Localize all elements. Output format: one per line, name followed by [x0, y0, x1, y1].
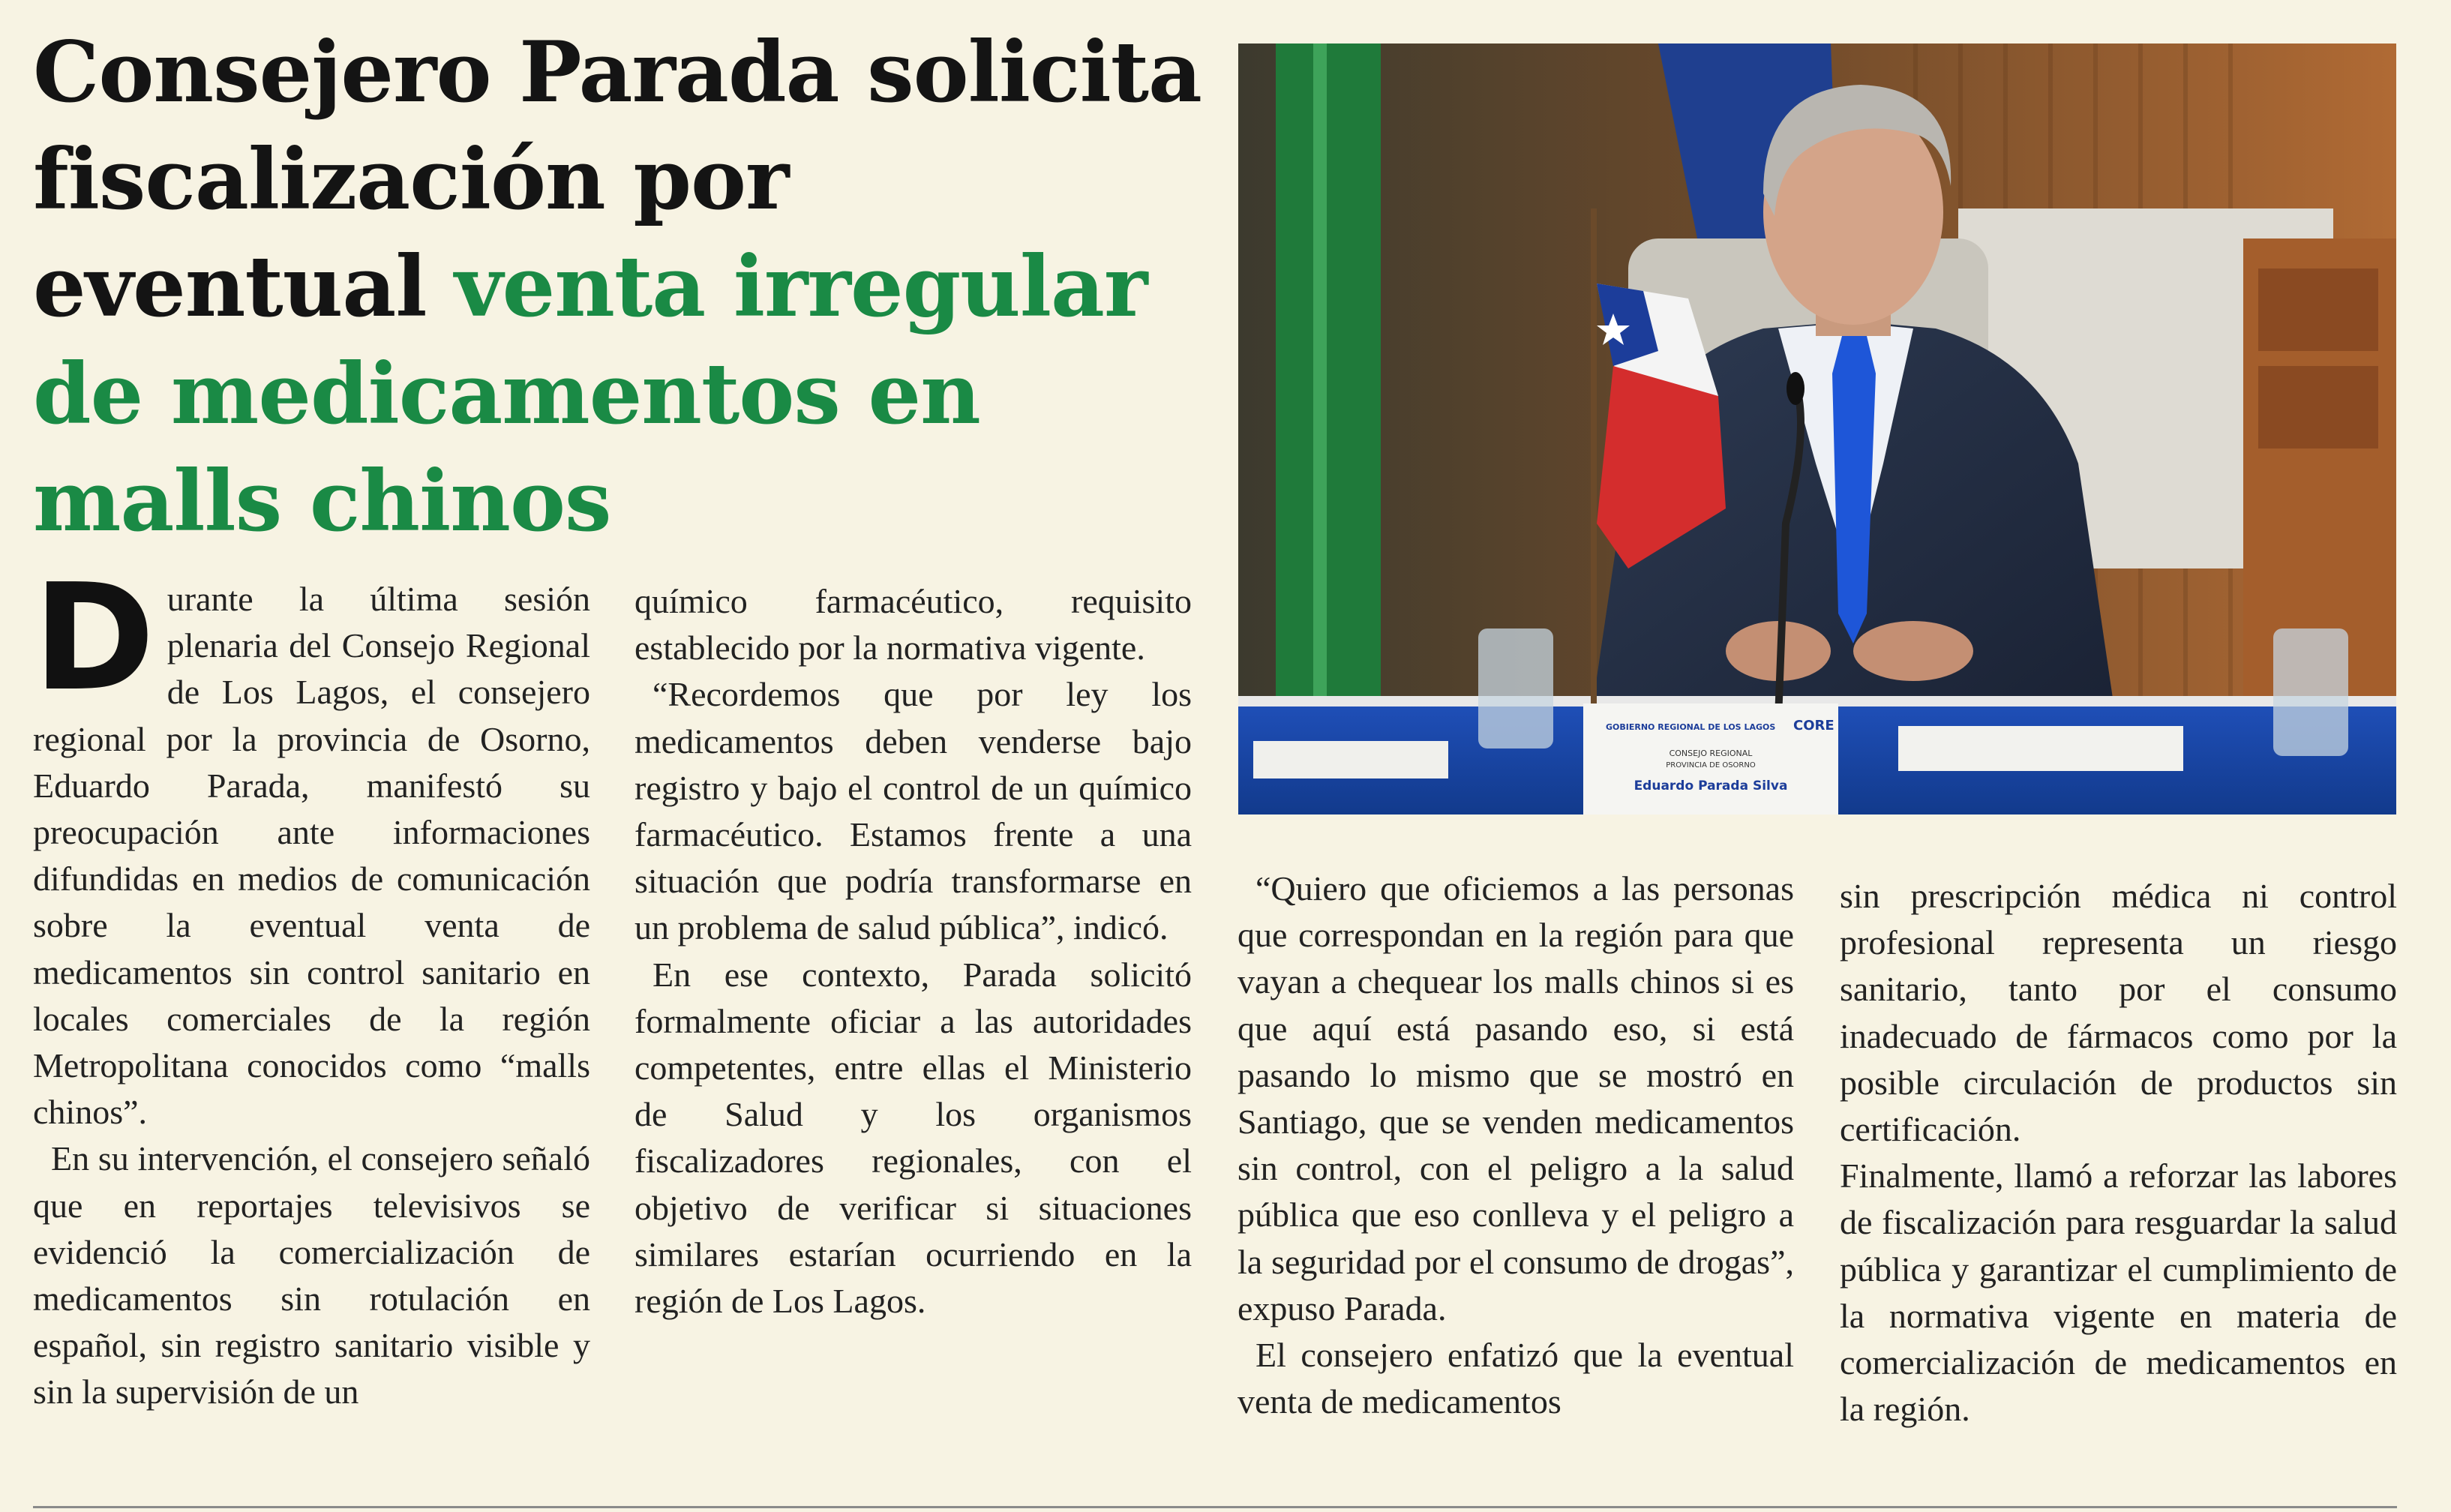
nameplate-brand: CORE	[1793, 718, 1834, 734]
article-headline	[33, 20, 1203, 556]
bottom-rule	[33, 1506, 2397, 1508]
nameplate-name: Eduardo Parada Silva	[1634, 778, 1788, 794]
paragraph-risk: sin prescripción médica ni control profesional representa un riesgo sanitario, tanto por el consumo inadecuado de fármacos como por la posible circulación de productos sin certificación.	[1840, 877, 2397, 1149]
headline-black-part: Consejero Parada solicita fiscalización por eventual	[33, 24, 1202, 336]
article-column-4	[1840, 873, 2397, 1432]
paragraph-intro	[33, 553, 590, 1136]
article-column-3	[1238, 866, 1794, 1425]
nameplate-line1: CONSEJO REGIONAL	[1669, 748, 1753, 758]
paragraph-context: En ese contexto, Parada solicitó formalmente oficiar a las autoridades competentes, entre ellas el Ministerio de Salud y los organismos fiscalizadores regionales, con el objetivo de verificar si situaciones similares estarían ocurriendo en la región de Los Lagos.	[634, 955, 1192, 1321]
paragraph-intro-text: urante la última sesión plenaria del Consejo Regional de Los Lagos, el consejero regional por la provincia de Osorno, Eduardo Parada, manifestó su preocupación ante informaciones difundidas en medios de comunicación sobre la eventual venta de medicamentos sin control sanitario en locales comerciales de la región Metropolitana conocidos como “malls chinos”.	[33, 580, 590, 1132]
headline-green-part: venta irregular de medicamentos en malls chinos	[33, 238, 1148, 550]
drop-cap: D	[33, 553, 155, 724]
flag-pole	[1591, 208, 1597, 734]
photo-illustration	[1238, 44, 2396, 814]
paragraph-emphasis: El consejero enfatizó que la eventual venta de medicamentos	[1238, 1336, 1794, 1421]
article-column-1	[33, 553, 590, 1416]
paragraph-quote-law: “Recordemos que por ley los medicamentos deben venderse bajo registro y bajo el control de un químico farmacéutico. Estamos frente a una situación que podría transformarse en un problema de salud pública”, indicó.	[634, 675, 1192, 947]
nameplate-line2: PROVINCIA DE OSORNO	[1666, 761, 1756, 770]
nameplate-logo-text: GOBIERNO REGIONAL DE LOS LAGOS	[1606, 722, 1776, 732]
paragraph-continued: químico farmacéutico, requisito establecido por la normativa vigente.	[634, 582, 1192, 668]
green-banner	[1276, 44, 1381, 718]
paragraph-quote-malls: “Quiero que oficiemos a las personas que correspondan en la región para que vayan a chequear los malls chinos si es que aquí está pasando eso, si está pasando lo mismo que se mostró en Santiago, que se venden medicamentos sin control, con el peligro a la salud pública que eso conlleva y el peligro a la seguridad por el consumo de drogas”, expuso Parada.	[1238, 869, 1794, 1328]
water-glass	[1478, 628, 1553, 748]
paragraph-intervention: En su intervención, el consejero señaló que en reportajes televisivos se evidenció la comercialización de medicamentos sin rotulación en español, sin registro sanitario visible y sin la supervisión de un	[33, 1139, 590, 1412]
article-column-2	[634, 578, 1192, 1324]
article-photo	[1238, 44, 2396, 814]
paragraph-closing: Finalmente, llamó a reforzar las labores de fiscalización para resguardar la salud pública y garantizar el cumplimiento de la normativa vigente en materia de comercialización de medicamentos en la región.	[1840, 1156, 2397, 1429]
